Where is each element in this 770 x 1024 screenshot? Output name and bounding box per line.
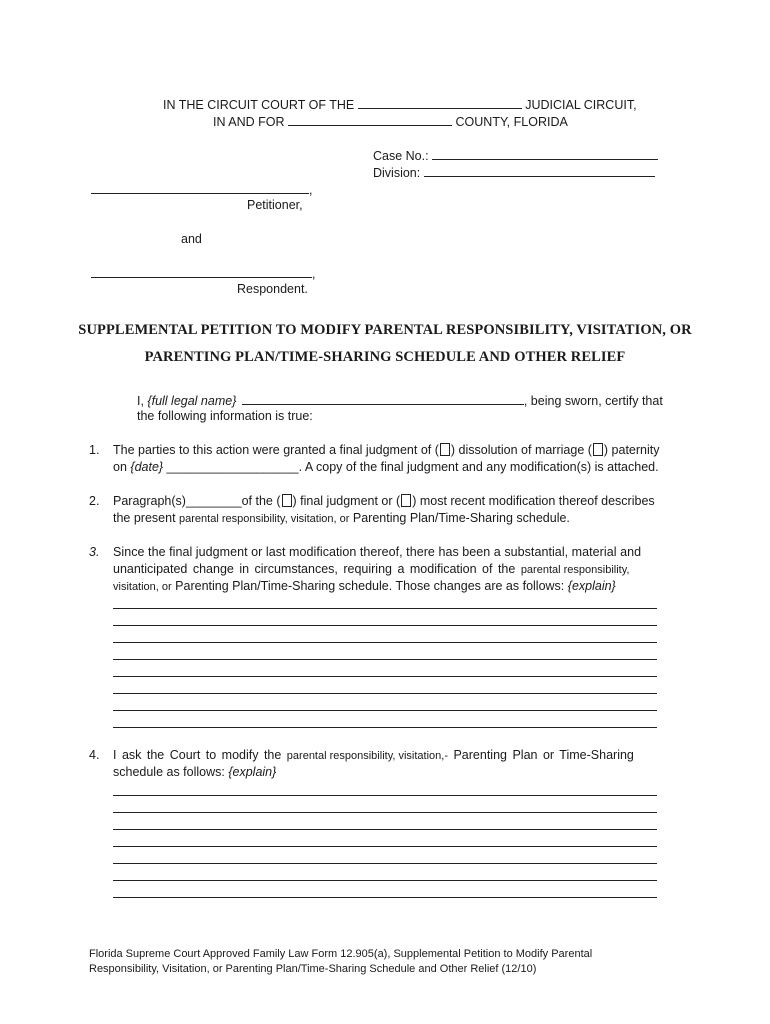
item3-line3-b: Parenting Plan/Time-Sharing schedule. Those changes are as follows: — [171, 579, 568, 593]
respondent-label: Respondent. — [237, 282, 308, 296]
item4-answer-line[interactable] — [113, 897, 657, 898]
respondent-name-blank[interactable] — [91, 265, 312, 278]
county-line — [213, 113, 568, 129]
full-legal-name-blank[interactable] — [242, 392, 524, 405]
item3-line2-small: parental responsibility, — [520, 564, 630, 576]
item3-answer-line[interactable] — [113, 659, 657, 660]
item4-line2-a: schedule as follows: — [113, 765, 229, 779]
full-legal-name-hint: {full legal name} — [147, 394, 237, 408]
county-suffix: COUNTY, FLORIDA — [455, 115, 568, 129]
item1-text-c: ) paternity — [603, 443, 660, 457]
item4-line1-a: I ask the Court to modify the — [113, 748, 287, 762]
case-no-label: Case No.: — [373, 149, 429, 163]
respondent-name-row: , — [91, 265, 315, 281]
intro-prefix: I, — [137, 394, 148, 408]
court-line — [163, 96, 637, 112]
court-prefix: IN THE CIRCUIT COURT OF THE — [163, 98, 355, 112]
item3-line2 — [113, 562, 629, 576]
form-title-line1: SUPPLEMENTAL PETITION TO MODIFY PARENTAL RESPONSIBILITY, VISITATION, OR — [78, 322, 692, 338]
item1-number: 1. — [89, 443, 100, 457]
item4-line2 — [113, 765, 276, 779]
item3-number: 3. — [89, 545, 100, 559]
county-prefix: IN AND FOR — [213, 115, 285, 129]
item3-answer-line[interactable] — [113, 625, 657, 626]
and-label: and — [181, 232, 202, 246]
item3-line3-small: visitation, or — [113, 581, 172, 593]
item2-line2-a: the present — [113, 511, 180, 525]
item4-line1 — [113, 748, 634, 762]
item3-answer-line[interactable] — [113, 676, 657, 677]
item3-answer-line[interactable] — [113, 693, 657, 694]
intro-line1 — [137, 392, 663, 408]
item1-line1 — [113, 443, 660, 457]
item3-line2-a: unanticipated change in circumstances, requiring a modification of the — [113, 562, 521, 576]
item4-answer-line[interactable] — [113, 863, 657, 864]
item4-answer-line[interactable] — [113, 812, 657, 813]
form-title-line2: PARENTING PLAN/TIME-SHARING SCHEDULE AND OTHER RELIEF — [144, 349, 626, 365]
division-row — [373, 164, 655, 180]
final-judgment-dissolution-checkbox[interactable] — [440, 443, 450, 456]
item4-answer-line[interactable] — [113, 829, 657, 830]
item4-answer-line[interactable] — [113, 880, 657, 881]
item2-line2 — [113, 511, 570, 525]
item1-line2 — [113, 460, 659, 474]
item3-explain-hint: {explain} — [567, 579, 616, 593]
item4-answer-line[interactable] — [113, 795, 657, 796]
county-blank[interactable] — [288, 113, 452, 126]
item2-number: 2. — [89, 494, 100, 508]
footer-line1: Florida Supreme Court Approved Family Law Form 12.905(a), Supplemental Petition to Modify Parental — [89, 948, 593, 960]
item2-line1 — [113, 494, 655, 508]
item4-answer-line[interactable] — [113, 846, 657, 847]
court-suffix: JUDICIAL CIRCUIT, — [525, 98, 637, 112]
item4-line1-small: parental responsibility, visitation,- — [286, 750, 448, 762]
item1-text-b: ) dissolution of marriage ( — [450, 443, 592, 457]
item2-line2-small: parental responsibility, visitation, or — [179, 513, 350, 525]
item1-date-hint: {date} — [130, 460, 164, 474]
item3-line3 — [113, 579, 616, 593]
item3-answer-line[interactable] — [113, 608, 657, 609]
item2-text-b: of the ( — [241, 494, 281, 508]
final-judgment-checkbox[interactable] — [282, 494, 292, 507]
item1-text-a: The parties to this action were granted a final judgment of ( — [113, 443, 439, 457]
division-label: Division: — [373, 166, 421, 180]
item2-text-d: ) most recent modification thereof describes — [412, 494, 655, 508]
item4-explain-hint: {explain} — [228, 765, 277, 779]
item3-answer-line[interactable] — [113, 710, 657, 711]
petitioner-label: Petitioner, — [247, 198, 303, 212]
circuit-blank[interactable] — [358, 96, 522, 109]
item1-on-label: on — [113, 460, 131, 474]
item1-text-d: A copy of the final judgment and any modification(s) is attached. — [302, 460, 659, 474]
item3-answer-line[interactable] — [113, 642, 657, 643]
case-no-blank[interactable] — [432, 147, 658, 160]
intro-line2: the following information is true: — [137, 409, 313, 423]
petitioner-name-blank[interactable] — [91, 181, 309, 194]
case-no-row — [373, 147, 658, 163]
item4-number: 4. — [89, 748, 100, 762]
item2-text-a: Paragraph(s) — [113, 494, 186, 508]
intro-suffix: , being sworn, certify that — [523, 394, 663, 408]
petitioner-name-row: , — [91, 181, 312, 197]
item3-answer-line[interactable] — [113, 727, 657, 728]
footer-line2: Responsibility, Visitation, or Parenting Plan/Time-Sharing Schedule and Other Relief (12/10) — [89, 963, 537, 975]
footer — [89, 947, 649, 977]
item3-line1: Since the final judgment or last modification thereof, there has been a substantial, material and — [113, 545, 642, 559]
final-judgment-paternity-checkbox[interactable] — [593, 443, 603, 456]
division-blank[interactable] — [424, 164, 655, 177]
paragraphs-blank[interactable]: ________ — [185, 494, 242, 508]
recent-modification-checkbox[interactable] — [401, 494, 411, 507]
item4-line1-b: Parenting Plan or Time-Sharing — [448, 748, 634, 762]
item1-date-blank[interactable]: ___________________. — [163, 460, 303, 474]
item2-text-c: ) final judgment or ( — [292, 494, 401, 508]
item2-line2-b: Parenting Plan/Time-Sharing schedule. — [349, 511, 570, 525]
